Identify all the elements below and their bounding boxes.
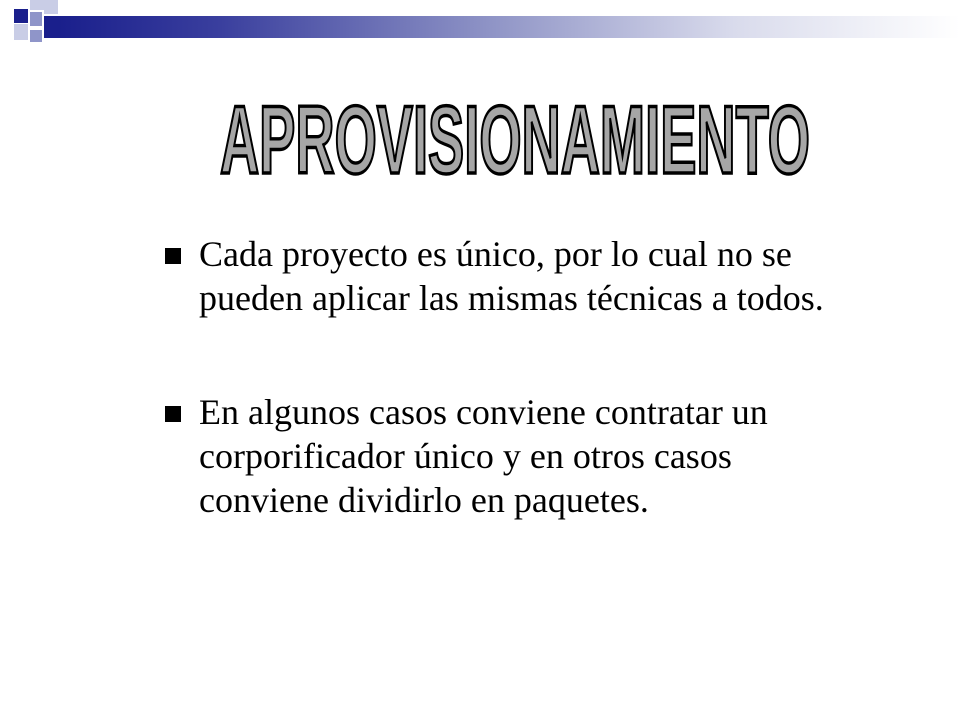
corner-square-decoration bbox=[44, 0, 58, 14]
slide-title bbox=[0, 70, 960, 200]
corner-square-decoration bbox=[30, 30, 42, 42]
bullet-item bbox=[165, 232, 945, 320]
bullet-line: conviene dividirlo en paquetes. bbox=[199, 480, 649, 520]
bullet-line: Cada proyecto es único, por lo cual no se bbox=[199, 234, 792, 274]
corner-square-decoration bbox=[30, 0, 44, 10]
bullet-line: pueden aplicar las mismas técnicas a todos. bbox=[199, 278, 824, 318]
title-wordart bbox=[0, 70, 960, 200]
bullet-item bbox=[165, 390, 945, 522]
title-text: APROVISIONAMIENTO bbox=[219, 87, 810, 195]
bullet-line: corporificador único y en otros casos bbox=[199, 436, 732, 476]
bullet-list bbox=[165, 232, 945, 522]
square-bullet-icon bbox=[165, 248, 181, 264]
square-bullet-icon bbox=[165, 406, 181, 422]
corner-square-decoration bbox=[44, 16, 58, 38]
corner-square-decoration bbox=[14, 9, 28, 23]
bullet-line: En algunos casos conviene contratar un bbox=[199, 392, 768, 432]
header-gradient-bar bbox=[58, 16, 960, 38]
corner-square-decoration bbox=[14, 24, 28, 40]
corner-square-decoration bbox=[30, 12, 42, 26]
